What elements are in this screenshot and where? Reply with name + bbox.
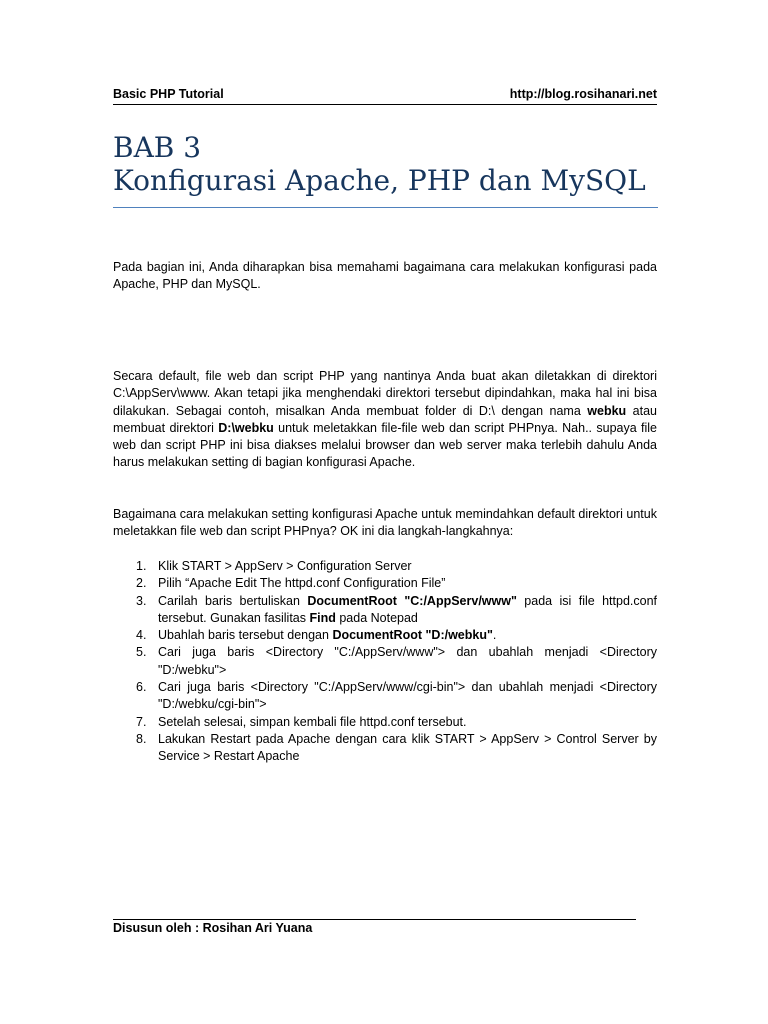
list-text: Setelah selesai, simpan kembali file httpd.conf tersebut.: [158, 714, 467, 729]
footer-author: Disusun oleh : Rosihan Ari Yuana: [113, 921, 313, 935]
body-paragraph-1: [113, 368, 657, 472]
list-item: [113, 731, 657, 766]
header-title: Basic PHP Tutorial: [113, 87, 224, 101]
list-text: Klik START > AppServ > Configuration Server: [158, 559, 412, 573]
list-item: [113, 644, 657, 679]
list-text: pada isi file httpd.conf tersebut. Gunakan fasilitas: [158, 593, 658, 625]
bold-text: DocumentRoot "C:/AppServ/www": [307, 593, 517, 608]
text-run: Secara default, file web dan script PHP yang nantinya Anda buat akan diletakkan di direktori C:\AppServ\www. Akan tetapi jika menghendaki direktori tersebut dipindahkan, maka hal ini bisa dilakukan. Sebagai contoh, misalkan Anda membuat folder di D:\ dengan nama: [113, 369, 657, 418]
list-number: 2.: [136, 576, 147, 591]
list-text: .: [492, 628, 497, 643]
body-paragraph-2: Bagaimana cara melakukan setting konfigurasi Apache untuk memindahkan default direktori untuk meletakkan file web dan script PHPnya? OK ini dia langkah-langkahnya:: [113, 507, 657, 539]
list-item: [113, 593, 657, 628]
footer-divider: [113, 919, 636, 920]
list-number: 4.: [136, 628, 147, 643]
chapter-number: BAB 3: [113, 131, 202, 164]
chapter-heading: [113, 131, 658, 208]
chapter-title: Konfigurasi Apache, PHP dan MySQL: [113, 164, 646, 197]
list-text: Cari juga baris <Directory "C:/AppServ/www"> dan ubahlah menjadi <Directory "D:/webku">: [158, 645, 657, 677]
text-run: untuk meletakkan file-file web dan script PHPnya. Nah.. supaya file web dan script PHP ini bisa diakses melalui browser dan web server maka terlebih dahulu Anda harus melakukan setting di bagian konfigurasi Apache.: [113, 420, 657, 470]
bold-text: Find: [309, 610, 336, 625]
page-header: [113, 86, 657, 105]
intro-paragraph: Pada bagian ini, Anda diharapkan bisa memahami bagaimana cara melakukan konfigurasi pada Apache, PHP dan MySQL.: [113, 260, 657, 292]
bold-text: D:\webku: [218, 420, 274, 435]
list-number: 5.: [136, 645, 147, 660]
list-text: pada Notepad: [335, 610, 418, 625]
list-item: [113, 714, 657, 731]
list-number: 8.: [136, 731, 147, 746]
list-text: Ubahlah baris tersebut dengan: [158, 628, 333, 643]
list-number: 6.: [136, 680, 147, 695]
text-run: atau membuat direktori: [113, 403, 657, 435]
steps-list: [113, 558, 657, 766]
bold-text: webku: [587, 403, 627, 418]
bold-text: DocumentRoot "D:/webku": [332, 628, 493, 643]
list-item: [113, 558, 657, 575]
list-number: 3.: [136, 593, 147, 608]
list-text: Pilih “Apache Edit The httpd.conf Configuration File”: [158, 576, 446, 591]
header-url: http://blog.rosihanari.net: [509, 87, 657, 101]
list-item: [113, 575, 657, 592]
list-item: [113, 627, 657, 644]
list-number: 1.: [136, 559, 147, 573]
list-text: Carilah baris bertuliskan: [158, 593, 308, 608]
list-item: [113, 679, 657, 714]
list-text: Cari juga baris <Directory "C:/AppServ/www/cgi-bin"> dan ubahlah menjadi <Directory "D:/webku/cgi-bin">: [158, 680, 657, 712]
list-text: Lakukan Restart pada Apache dengan cara klik START > AppServ > Control Server by Service > Restart Apache: [158, 731, 657, 764]
list-number: 7.: [136, 714, 147, 729]
